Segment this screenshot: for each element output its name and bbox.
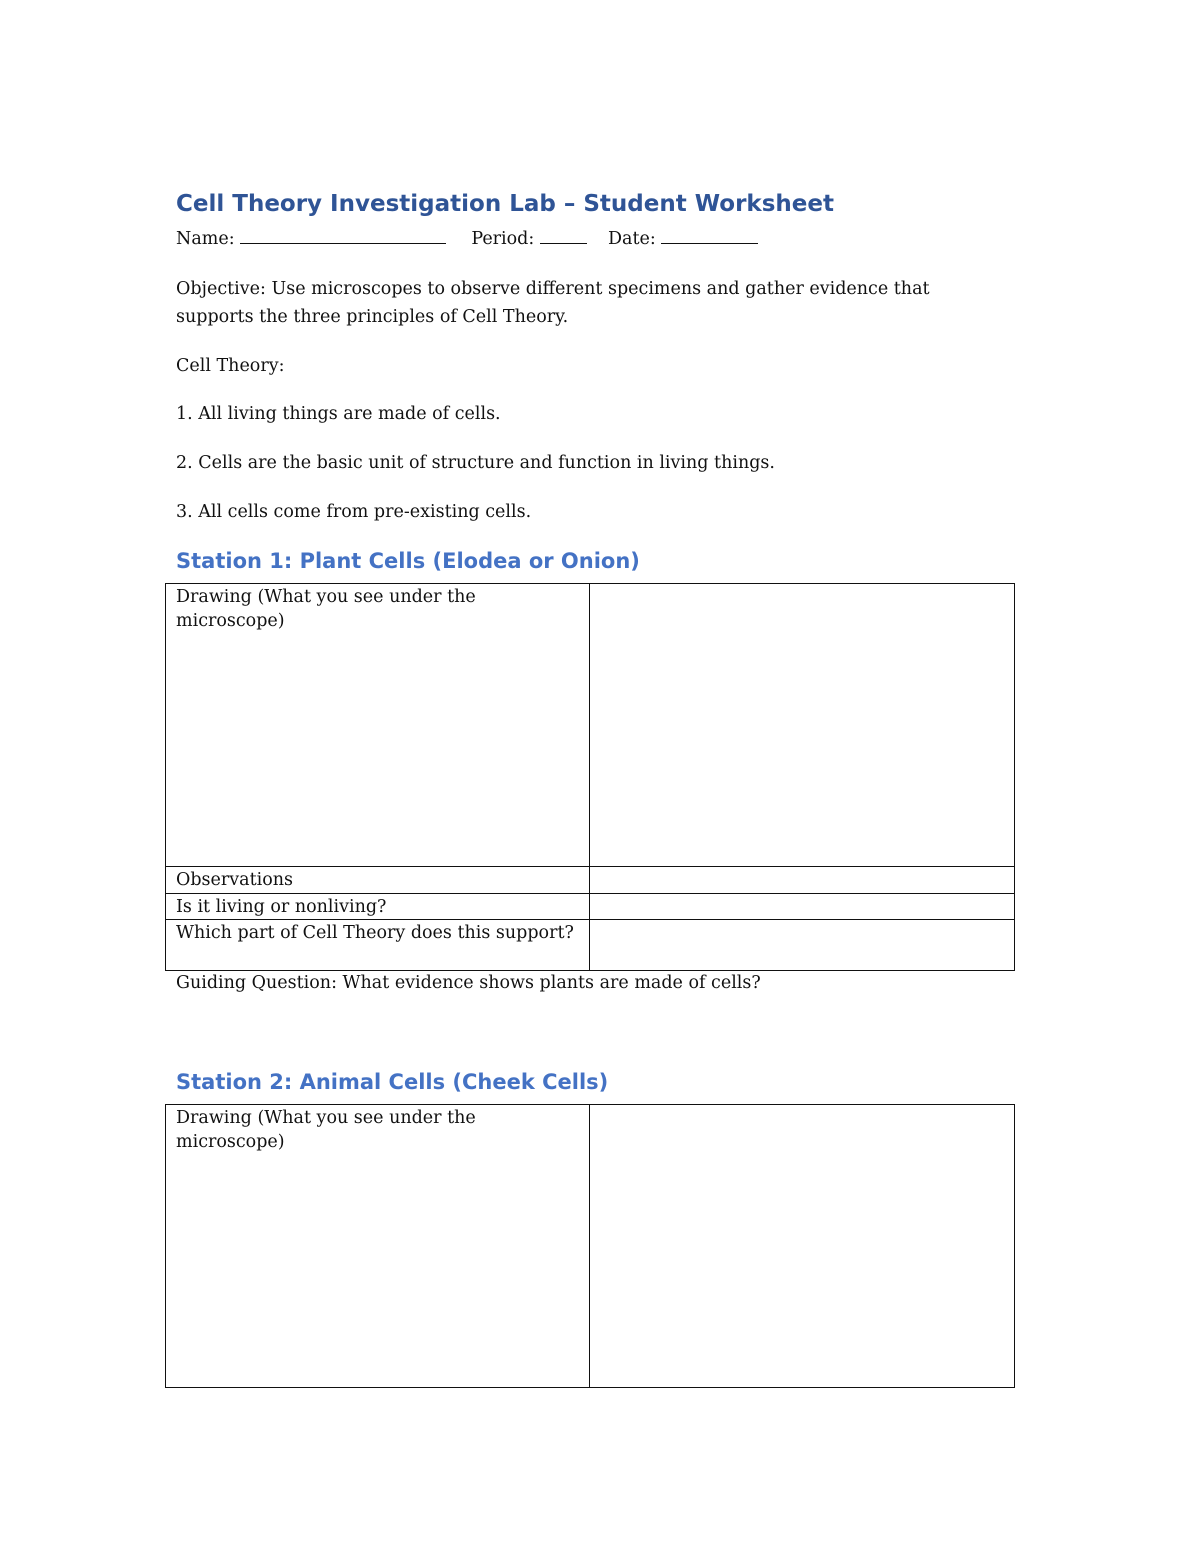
drawing-label: Drawing (What you see under the microscope) <box>166 584 590 867</box>
date-label: Date: <box>608 229 656 249</box>
guiding-question: Guiding Question: What evidence shows plants are made of cells? <box>176 973 761 993</box>
drawing-area[interactable] <box>590 584 1015 867</box>
table-row <box>166 1105 1015 1388</box>
objective-line-1: Objective: Use microscopes to observe different specimens and gather evidence that <box>176 279 930 299</box>
objective-line-2: supports the three principles of Cell Theory. <box>176 307 569 327</box>
theory-part-field[interactable] <box>590 920 1015 971</box>
page-title: Cell Theory Investigation Lab – Student Worksheet <box>176 191 834 217</box>
period-label: Period: <box>471 229 535 249</box>
station-2-heading: Station 2: Animal Cells (Cheek Cells) <box>176 1070 609 1094</box>
table-row <box>166 894 1015 920</box>
name-label: Name: <box>176 229 235 249</box>
drawing-label: Drawing (What you see under the microscope) <box>166 1105 590 1388</box>
observations-field[interactable] <box>590 867 1015 894</box>
name-field[interactable] <box>240 229 446 244</box>
living-label: Is it living or nonliving? <box>166 894 590 920</box>
principle-2: 2. Cells are the basic unit of structure and function in living things. <box>176 453 775 473</box>
table-row <box>166 584 1015 867</box>
station-1-table <box>165 583 1015 971</box>
table-row <box>166 920 1015 971</box>
theory-part-label: Which part of Cell Theory does this support? <box>166 920 590 971</box>
period-field[interactable] <box>540 229 587 244</box>
student-info-line <box>176 229 758 249</box>
cell-theory-label: Cell Theory: <box>176 356 285 376</box>
station-2-table <box>165 1104 1015 1388</box>
station-1-heading: Station 1: Plant Cells (Elodea or Onion) <box>176 549 640 573</box>
date-field[interactable] <box>661 229 758 244</box>
living-field[interactable] <box>590 894 1015 920</box>
table-row <box>166 867 1015 894</box>
principle-1: 1. All living things are made of cells. <box>176 404 501 424</box>
principle-3: 3. All cells come from pre-existing cells. <box>176 502 532 522</box>
observations-label: Observations <box>166 867 590 894</box>
drawing-area[interactable] <box>590 1105 1015 1388</box>
